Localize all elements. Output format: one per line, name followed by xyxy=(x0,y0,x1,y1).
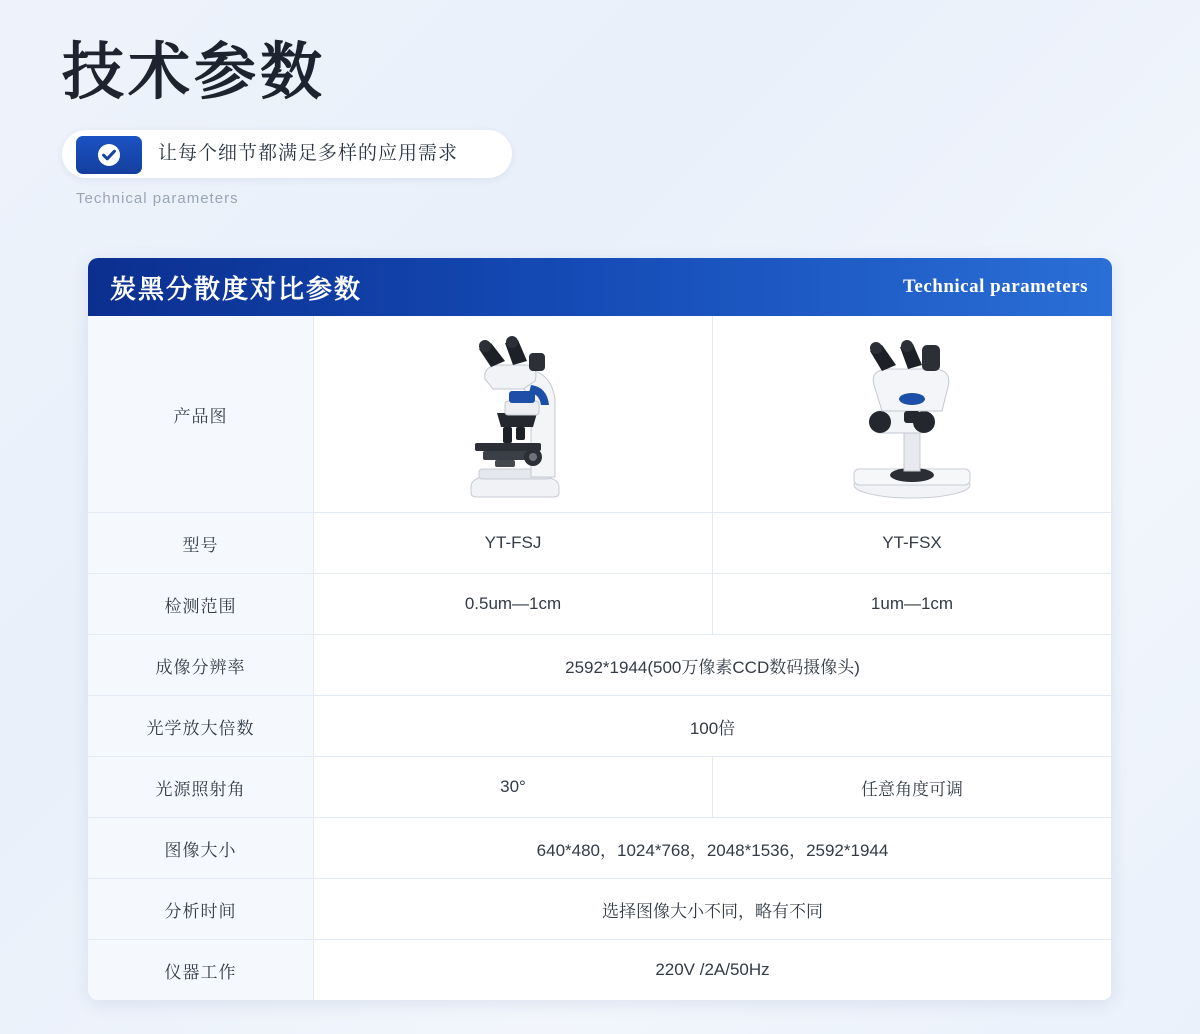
row-label: 光源照射角 xyxy=(88,757,314,818)
row-value-col2: 任意角度可调 xyxy=(713,757,1112,818)
row-value-merged: 2592*1944(500万像素CCD数码摄像头) xyxy=(314,635,1112,696)
english-subtitle: Technical parameters xyxy=(76,190,239,207)
row-value-merged: 100倍 xyxy=(314,696,1112,757)
subtitle-text: 让每个细节都满足多样的应用需求 xyxy=(158,143,459,164)
check-circle-icon xyxy=(76,136,142,174)
spec-card-header xyxy=(88,258,1112,316)
spec-card-title: 炭黑分散度对比参数 xyxy=(110,274,363,305)
product-image-cell-1 xyxy=(314,316,713,513)
row-label: 产品图 xyxy=(88,316,314,513)
row-value-col1: 30° xyxy=(314,757,713,818)
table-row xyxy=(88,696,1112,757)
page-title: 技术参数 xyxy=(62,35,327,108)
table-row xyxy=(88,940,1112,1001)
row-label: 检测范围 xyxy=(88,574,314,635)
row-value-col1: 0.5um—1cm xyxy=(314,574,713,635)
table-row xyxy=(88,574,1112,635)
table-row xyxy=(88,635,1112,696)
row-label: 图像大小 xyxy=(88,818,314,879)
table-row xyxy=(88,879,1112,940)
row-label: 型号 xyxy=(88,513,314,574)
table-row xyxy=(88,316,1112,513)
row-value-merged: 选择图像大小不同，略有不同 xyxy=(314,879,1112,940)
subtitle-banner xyxy=(62,130,522,178)
spec-card xyxy=(88,258,1112,1000)
table-row xyxy=(88,757,1112,818)
row-value-col2: 1um—1cm xyxy=(713,574,1112,635)
table-row xyxy=(88,513,1112,574)
row-label: 分析时间 xyxy=(88,879,314,940)
row-value-merged: 220V /2A/50Hz xyxy=(314,940,1112,1001)
product-image-cell-2 xyxy=(713,316,1112,513)
row-value-col1: YT-FSJ xyxy=(314,513,713,574)
row-label: 成像分辨率 xyxy=(88,635,314,696)
row-label: 仪器工作 xyxy=(88,940,314,1001)
row-value-merged: 640*480，1024*768，2048*1536，2592*1944 xyxy=(314,818,1112,879)
page-header xyxy=(62,36,1142,207)
row-value-col2: YT-FSX xyxy=(713,513,1112,574)
microscope-stereo-image xyxy=(713,316,1111,512)
table-row xyxy=(88,818,1112,879)
spec-table xyxy=(88,316,1112,1000)
row-label: 光学放大倍数 xyxy=(88,696,314,757)
spec-card-english: Technical parameters xyxy=(902,276,1088,297)
microscope-binocular-image xyxy=(314,316,712,512)
